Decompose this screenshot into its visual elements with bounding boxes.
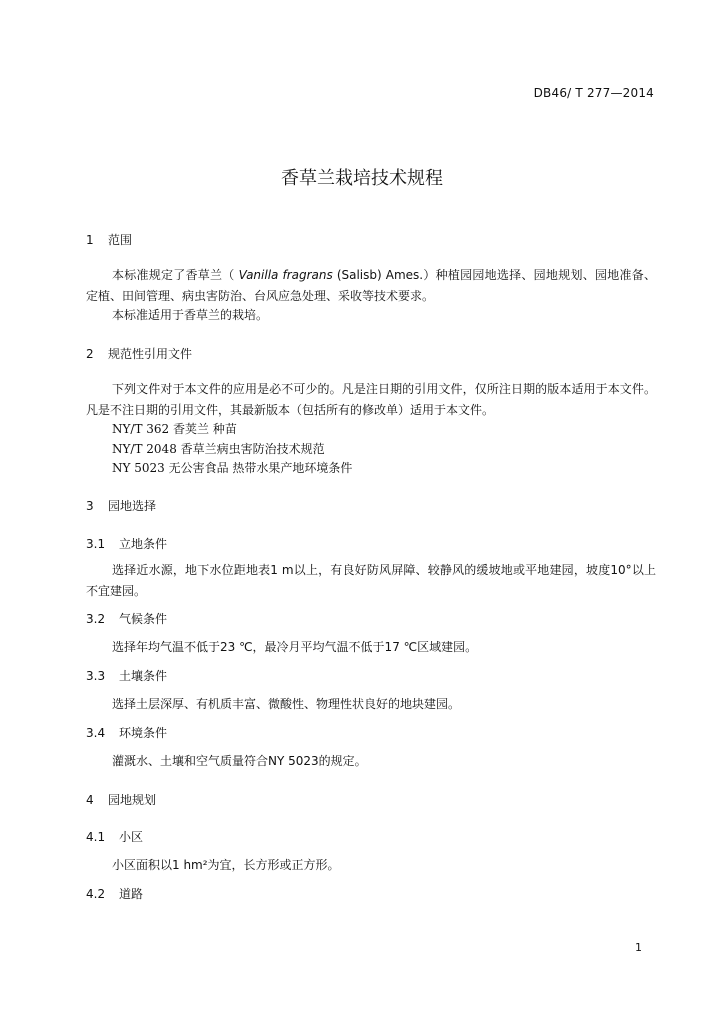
subsection-number: 4.1 bbox=[86, 830, 106, 844]
section-1-heading bbox=[86, 231, 132, 248]
section-title: 园地选择 bbox=[108, 499, 157, 513]
page-number: 1 bbox=[635, 941, 642, 954]
section-number: 2 bbox=[86, 347, 94, 361]
subsection-heading bbox=[86, 724, 167, 741]
subsection-title: 小区 bbox=[119, 830, 144, 844]
section-1-paragraph-2: 本标准适用于香草兰的栽培。 bbox=[112, 308, 269, 322]
subsection-title: 立地条件 bbox=[119, 537, 168, 551]
section-3-heading bbox=[86, 497, 156, 514]
subsection-title: 环境条件 bbox=[119, 726, 168, 740]
reference-item bbox=[112, 420, 237, 437]
text-run: (Salisb) Ames.）种植园园地选择、园地规划、园地准备、定植、田间管理、病虫害防治、台风应急处理、采收等技术要求。 bbox=[86, 268, 656, 303]
reference-code: NY/T 362 bbox=[112, 422, 170, 436]
subsection-paragraph: 选择土层深厚、有机质丰富、微酸性、物理性状良好的地块建园。 bbox=[112, 697, 461, 711]
subsection-title: 道路 bbox=[119, 887, 144, 901]
section-title: 范围 bbox=[108, 233, 133, 247]
reference-code: NY/T 2048 bbox=[112, 442, 177, 456]
reference-item bbox=[112, 440, 325, 457]
subsection-heading bbox=[86, 610, 167, 627]
section-title: 园地规划 bbox=[108, 793, 157, 807]
subsection-heading bbox=[86, 667, 167, 684]
section-4-heading bbox=[86, 791, 156, 808]
section-2-paragraph-1: 下列文件对于本文件的应用是必不可少的。凡是注日期的引用文件，仅所注日期的版本适用于本文件。凡是不注日期的引用文件，其最新版本（包括所有的修改单）适用于本文件。 bbox=[86, 382, 656, 417]
reference-item bbox=[112, 459, 352, 476]
subsection-number: 4.2 bbox=[86, 887, 106, 901]
standard-code: DB46/ T 277—2014 bbox=[533, 86, 654, 100]
subsection-number: 3.4 bbox=[86, 726, 106, 740]
subsection-number: 3.3 bbox=[86, 669, 106, 683]
reference-code: NY 5023 bbox=[112, 461, 165, 475]
subsection-heading bbox=[86, 885, 143, 902]
subsection-paragraph: 灌溉水、土壤和空气质量符合NY 5023的规定。 bbox=[112, 754, 367, 768]
section-number: 4 bbox=[86, 793, 94, 807]
subsection-heading bbox=[86, 828, 143, 845]
section-1-paragraph-1 bbox=[86, 265, 656, 307]
document-title: 香草兰栽培技术规程 bbox=[281, 168, 443, 189]
text-run: 本标准规定了香草兰（ bbox=[112, 268, 239, 282]
section-number: 1 bbox=[86, 233, 94, 247]
section-2-heading bbox=[86, 345, 192, 362]
section-number: 3 bbox=[86, 499, 94, 513]
subsection-title: 土壤条件 bbox=[119, 669, 168, 683]
subsection-heading bbox=[86, 535, 167, 552]
reference-name: 香荚兰 种苗 bbox=[169, 422, 237, 436]
latin-name: Vanilla fragrans bbox=[238, 268, 333, 282]
subsection-number: 3.1 bbox=[86, 537, 106, 551]
subsection-paragraph: 选择年均气温不低于23 ℃，最冷月平均气温不低于17 ℃区域建园。 bbox=[112, 640, 478, 654]
subsection-paragraph: 小区面积以1 hm²为宜，长方形或正方形。 bbox=[112, 858, 340, 872]
section-title: 规范性引用文件 bbox=[108, 347, 193, 361]
reference-name: 无公害食品 热带水果产地环境条件 bbox=[164, 461, 353, 475]
reference-name: 香草兰病虫害防治技术规范 bbox=[176, 442, 325, 456]
subsection-title: 气候条件 bbox=[119, 612, 168, 626]
subsection-paragraph: 选择近水源，地下水位距地表1 m以上，有良好防风屏障、较静风的缓坡地或平地建园，坡度10°以上不宜建园。 bbox=[86, 563, 656, 598]
subsection-number: 3.2 bbox=[86, 612, 106, 626]
